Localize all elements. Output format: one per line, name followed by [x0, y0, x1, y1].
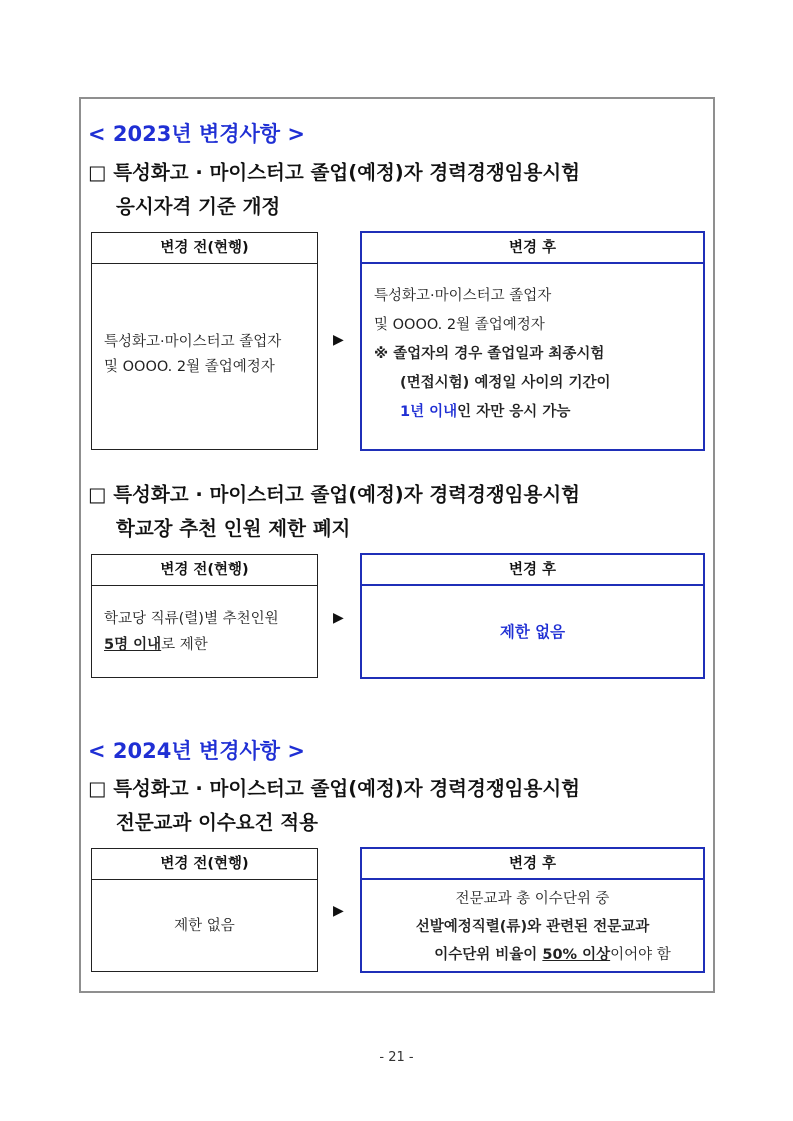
after-note-3-highlight: 1년 이내: [400, 404, 458, 420]
section-heading-eligibility: [88, 156, 580, 224]
page-number: - 21 -: [379, 1050, 414, 1065]
before-content: [92, 586, 317, 658]
heading-line-2: 학교장 추천 인원 제한 폐지: [116, 517, 351, 540]
after-label: 변경 후: [362, 233, 703, 264]
after-note-3: [374, 398, 703, 427]
before-label: 변경 전(현행): [92, 849, 317, 880]
before-line-2: [104, 632, 317, 658]
after-label: 변경 후: [362, 555, 703, 586]
after-note-1: ※ 졸업자의 경우 졸업일과 최종시험: [374, 346, 605, 362]
before-box-eligibility: [91, 232, 318, 450]
arrow-icon: ▶: [333, 610, 344, 626]
before-box-curriculum: [91, 848, 318, 972]
after-note-2: (면접시험) 예정일 사이의 기간이: [400, 375, 611, 391]
after-note-3-rest: 인 자만 응시 가능: [457, 404, 571, 420]
arrow-icon: ▶: [333, 903, 344, 919]
before-content: [92, 264, 317, 449]
heading-line-1: □ 특성화고 · 마이스터고 졸업(예정)자 경력경쟁임용시험: [88, 483, 581, 506]
heading-line-1: □ 특성화고 · 마이스터고 졸업(예정)자 경력경쟁임용시험: [88, 777, 581, 800]
before-line-1: 학교당 직류(렬)별 추천인원: [104, 611, 279, 627]
after-line-2: 및 OOOO. 2월 졸업예정자: [374, 317, 545, 333]
after-content: [362, 264, 703, 427]
after-line-3-lead: 이수단위 비율이: [434, 947, 543, 963]
section-heading-curriculum: [88, 772, 580, 840]
year-title-2023: < 2023년 변경사항 >: [88, 122, 306, 146]
after-box-curriculum: [360, 847, 705, 973]
after-line-3-highlight: 50% 이상: [542, 947, 611, 963]
before-label: 변경 전(현행): [92, 555, 317, 586]
after-line-1: 특성화고·마이스터고 졸업자: [374, 288, 552, 304]
before-line-1: 특성화고·마이스터고 졸업자: [104, 334, 282, 350]
after-line-3: [362, 941, 703, 969]
after-content: [362, 880, 703, 969]
after-box-eligibility: [360, 231, 705, 451]
after-line-3-rest: 이어야 함: [610, 947, 671, 963]
before-line-2-rest: 로 제한: [161, 637, 208, 653]
before-line-2-highlight: 5명 이내: [104, 637, 162, 653]
before-line-2: 및 OOOO. 2월 졸업예정자: [104, 359, 275, 375]
arrow-icon: ▶: [333, 332, 344, 348]
after-label: 변경 후: [362, 849, 703, 880]
year-title-2024: < 2024년 변경사항 >: [88, 739, 306, 763]
after-content: 제한 없음: [499, 623, 566, 641]
after-line-1: 전문교과 총 이수단위 중: [455, 891, 610, 907]
after-line-2: 선발예정직렬(류)와 관련된 전문교과: [415, 919, 650, 935]
before-label: 변경 전(현행): [92, 233, 317, 264]
heading-line-2: 전문교과 이수요건 적용: [116, 811, 318, 834]
heading-line-2: 응시자격 기준 개정: [116, 195, 281, 218]
section-heading-recommendation: [88, 478, 580, 546]
heading-line-1: □ 특성화고 · 마이스터고 졸업(예정)자 경력경쟁임용시험: [88, 161, 581, 184]
before-content: 제한 없음: [174, 918, 235, 934]
before-box-recommendation: [91, 554, 318, 678]
after-box-recommendation: [360, 553, 705, 679]
